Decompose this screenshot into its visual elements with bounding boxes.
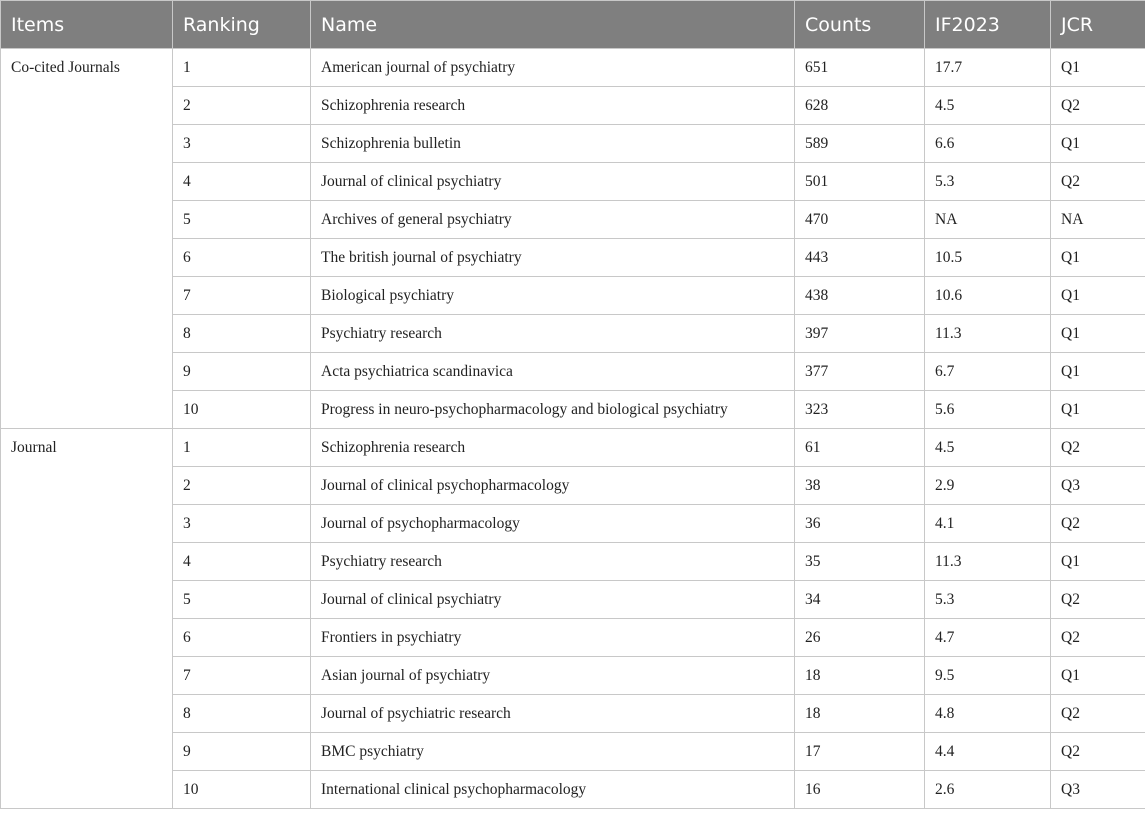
if2023-cell: 11.3 xyxy=(925,315,1051,353)
table-row xyxy=(1,277,1145,315)
if2023-cell: 17.7 xyxy=(925,49,1051,87)
name-cell: Psychiatry research xyxy=(311,543,795,581)
ranking-cell: 7 xyxy=(173,657,311,695)
ranking-cell: 3 xyxy=(173,505,311,543)
counts-cell: 323 xyxy=(795,391,925,429)
jcr-cell: Q1 xyxy=(1051,277,1145,315)
name-cell: The british journal of psychiatry xyxy=(311,239,795,277)
name-cell: American journal of psychiatry xyxy=(311,49,795,87)
header-ranking: Ranking xyxy=(173,1,311,49)
name-cell: Schizophrenia research xyxy=(311,87,795,125)
ranking-cell: 8 xyxy=(173,695,311,733)
jcr-cell: Q2 xyxy=(1051,733,1145,771)
ranking-cell: 10 xyxy=(173,391,311,429)
name-cell: Biological psychiatry xyxy=(311,277,795,315)
table-row xyxy=(1,315,1145,353)
if2023-cell: 4.4 xyxy=(925,733,1051,771)
table-row xyxy=(1,391,1145,429)
name-cell: Journal of clinical psychiatry xyxy=(311,581,795,619)
table-row xyxy=(1,505,1145,543)
table-header xyxy=(1,1,1145,49)
jcr-cell: Q3 xyxy=(1051,467,1145,505)
name-cell: Acta psychiatrica scandinavica xyxy=(311,353,795,391)
ranking-cell: 2 xyxy=(173,87,311,125)
if2023-cell: 5.3 xyxy=(925,163,1051,201)
ranking-cell: 5 xyxy=(173,201,311,239)
counts-cell: 16 xyxy=(795,771,925,809)
if2023-cell: 5.6 xyxy=(925,391,1051,429)
table-row xyxy=(1,581,1145,619)
table-row xyxy=(1,733,1145,771)
jcr-cell: Q1 xyxy=(1051,657,1145,695)
table-row xyxy=(1,163,1145,201)
ranking-cell: 4 xyxy=(173,543,311,581)
ranking-cell: 4 xyxy=(173,163,311,201)
name-cell: Journal of psychopharmacology xyxy=(311,505,795,543)
counts-cell: 18 xyxy=(795,695,925,733)
ranking-cell: 6 xyxy=(173,619,311,657)
if2023-cell: 10.6 xyxy=(925,277,1051,315)
ranking-cell: 9 xyxy=(173,353,311,391)
counts-cell: 17 xyxy=(795,733,925,771)
counts-cell: 38 xyxy=(795,467,925,505)
ranking-cell: 3 xyxy=(173,125,311,163)
jcr-cell: Q2 xyxy=(1051,429,1145,467)
header-row xyxy=(1,1,1145,49)
if2023-cell: 4.5 xyxy=(925,429,1051,467)
if2023-cell: 4.7 xyxy=(925,619,1051,657)
table-row xyxy=(1,239,1145,277)
table-row xyxy=(1,125,1145,163)
name-cell: Journal of psychiatric research xyxy=(311,695,795,733)
header-if2023: IF2023 xyxy=(925,1,1051,49)
ranking-cell: 10 xyxy=(173,771,311,809)
name-cell: Asian journal of psychiatry xyxy=(311,657,795,695)
ranking-cell: 8 xyxy=(173,315,311,353)
table-row xyxy=(1,87,1145,125)
name-cell: Schizophrenia bulletin xyxy=(311,125,795,163)
jcr-cell: Q2 xyxy=(1051,505,1145,543)
jcr-cell: Q2 xyxy=(1051,695,1145,733)
counts-cell: 18 xyxy=(795,657,925,695)
if2023-cell: 10.5 xyxy=(925,239,1051,277)
if2023-cell: 4.8 xyxy=(925,695,1051,733)
table-row xyxy=(1,467,1145,505)
if2023-cell: 6.7 xyxy=(925,353,1051,391)
if2023-cell: 9.5 xyxy=(925,657,1051,695)
counts-cell: 34 xyxy=(795,581,925,619)
counts-cell: 589 xyxy=(795,125,925,163)
if2023-cell: 5.3 xyxy=(925,581,1051,619)
counts-cell: 61 xyxy=(795,429,925,467)
if2023-cell: 4.1 xyxy=(925,505,1051,543)
jcr-cell: Q1 xyxy=(1051,353,1145,391)
counts-cell: 651 xyxy=(795,49,925,87)
counts-cell: 397 xyxy=(795,315,925,353)
counts-cell: 36 xyxy=(795,505,925,543)
jcr-cell: Q1 xyxy=(1051,391,1145,429)
jcr-cell: Q1 xyxy=(1051,239,1145,277)
table-row xyxy=(1,771,1145,809)
ranking-cell: 7 xyxy=(173,277,311,315)
name-cell: Psychiatry research xyxy=(311,315,795,353)
jcr-cell: Q1 xyxy=(1051,125,1145,163)
jcr-cell: Q2 xyxy=(1051,87,1145,125)
header-items: Items xyxy=(1,1,173,49)
table-row xyxy=(1,353,1145,391)
name-cell: Progress in neuro-psychopharmacology and biological psychiatry xyxy=(311,391,795,429)
table-row xyxy=(1,429,1145,467)
jcr-cell: Q1 xyxy=(1051,49,1145,87)
name-cell: International clinical psychopharmacology xyxy=(311,771,795,809)
table-row xyxy=(1,657,1145,695)
name-cell: Journal of clinical psychopharmacology xyxy=(311,467,795,505)
group-label-cell: Co-cited Journals xyxy=(1,49,173,429)
jcr-cell: Q2 xyxy=(1051,163,1145,201)
counts-cell: 470 xyxy=(795,201,925,239)
ranking-cell: 2 xyxy=(173,467,311,505)
if2023-cell: 2.9 xyxy=(925,467,1051,505)
table-row xyxy=(1,49,1145,87)
counts-cell: 628 xyxy=(795,87,925,125)
jcr-cell: Q2 xyxy=(1051,581,1145,619)
if2023-cell: 4.5 xyxy=(925,87,1051,125)
header-jcr: JCR xyxy=(1051,1,1145,49)
ranking-cell: 9 xyxy=(173,733,311,771)
if2023-cell: 2.6 xyxy=(925,771,1051,809)
table-row xyxy=(1,619,1145,657)
header-name: Name xyxy=(311,1,795,49)
table-row xyxy=(1,695,1145,733)
table-body xyxy=(1,49,1145,809)
jcr-cell: Q1 xyxy=(1051,315,1145,353)
header-counts: Counts xyxy=(795,1,925,49)
counts-cell: 377 xyxy=(795,353,925,391)
name-cell: Frontiers in psychiatry xyxy=(311,619,795,657)
ranking-cell: 5 xyxy=(173,581,311,619)
jcr-cell: Q3 xyxy=(1051,771,1145,809)
if2023-cell: 6.6 xyxy=(925,125,1051,163)
name-cell: Schizophrenia research xyxy=(311,429,795,467)
ranking-cell: 6 xyxy=(173,239,311,277)
name-cell: Archives of general psychiatry xyxy=(311,201,795,239)
jcr-cell: Q1 xyxy=(1051,543,1145,581)
table-row xyxy=(1,543,1145,581)
if2023-cell: 11.3 xyxy=(925,543,1051,581)
name-cell: BMC psychiatry xyxy=(311,733,795,771)
name-cell: Journal of clinical psychiatry xyxy=(311,163,795,201)
counts-cell: 443 xyxy=(795,239,925,277)
jcr-cell: Q2 xyxy=(1051,619,1145,657)
counts-cell: 35 xyxy=(795,543,925,581)
table-row xyxy=(1,201,1145,239)
ranking-cell: 1 xyxy=(173,429,311,467)
counts-cell: 501 xyxy=(795,163,925,201)
ranking-cell: 1 xyxy=(173,49,311,87)
counts-cell: 26 xyxy=(795,619,925,657)
group-label-cell: Journal xyxy=(1,429,173,809)
if2023-cell: NA xyxy=(925,201,1051,239)
counts-cell: 438 xyxy=(795,277,925,315)
jcr-cell: NA xyxy=(1051,201,1145,239)
